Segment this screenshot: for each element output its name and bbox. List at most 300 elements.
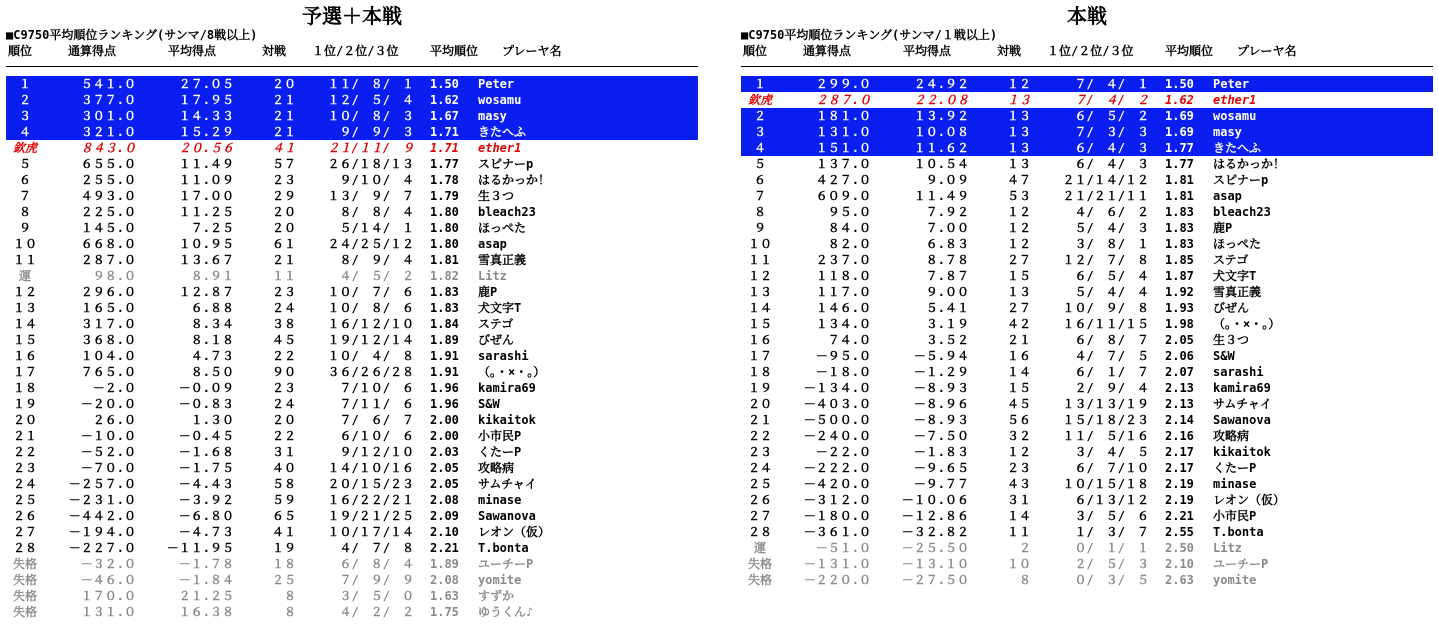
- cell-average-rank: 1.92: [1165, 285, 1194, 299]
- cell-placements: １０/１７/１４: [327, 525, 414, 539]
- cell-rank: ２２: [12, 445, 37, 459]
- table-row: [6, 316, 698, 332]
- cell-total-score: １３１.０: [815, 125, 871, 139]
- table-row: [6, 572, 698, 588]
- cell-total-score: ３６８.０: [80, 333, 136, 347]
- cell-total-score: １８１.０: [815, 109, 871, 123]
- cell-average-rank: 1.62: [1165, 93, 1194, 107]
- cell-average-rank: 2.00: [430, 429, 459, 443]
- cell-player-name: 雪真正義: [1213, 285, 1262, 299]
- cell-games: ３１: [1006, 493, 1031, 507]
- cell-average-score: １７.００: [178, 189, 234, 203]
- cell-rank: ２: [753, 109, 766, 123]
- cell-average-rank: 2.17: [1165, 461, 1194, 475]
- cell-total-score: －４４２.０: [68, 509, 136, 523]
- cell-average-score: －１.８４: [178, 573, 234, 587]
- cell-placements: ３/ ４/ ５: [1062, 445, 1149, 459]
- cell-average-score: １１.４９: [178, 157, 234, 171]
- cell-average-score: １４.３３: [178, 109, 234, 123]
- cell-rank: １３: [12, 301, 37, 315]
- table-row: [741, 572, 1433, 588]
- cell-average-score: ７.８７: [925, 269, 969, 283]
- cell-average-score: １７.９５: [178, 93, 234, 107]
- cell-average-score: －１.２９: [913, 365, 969, 379]
- cell-total-score: －４６.０: [80, 573, 136, 587]
- cell-total-score: －３１２.０: [803, 493, 871, 507]
- table-header: [6, 43, 698, 59]
- cell-total-score: －５００.０: [803, 413, 871, 427]
- cell-player-name: サムチャイ: [478, 477, 537, 491]
- cell-total-score: －２.０: [92, 381, 136, 395]
- cell-rank: 欽虎: [747, 93, 772, 107]
- header-total: 通算得点: [68, 44, 117, 58]
- cell-total-score: ２３７.０: [815, 253, 871, 267]
- header-places: １位/２位/３位: [312, 44, 399, 58]
- cell-average-rank: 2.17: [1165, 445, 1194, 459]
- cell-placements: ６/ ５/ ２: [1062, 109, 1149, 123]
- cell-average-rank: 1.67: [430, 109, 459, 123]
- cell-games: ９０: [271, 365, 296, 379]
- cell-player-name: kikaitok: [1213, 445, 1271, 459]
- cell-player-name: wosamu: [478, 93, 522, 107]
- cell-rank: ２１: [747, 413, 772, 427]
- header-total: 通算得点: [803, 44, 852, 58]
- cell-games: ２４: [271, 301, 296, 315]
- cell-rank: ２６: [12, 509, 37, 523]
- table-row: [6, 476, 698, 492]
- cell-rank: ５: [18, 157, 31, 171]
- cell-player-name: masy: [1213, 125, 1242, 139]
- cell-average-score: １０.０８: [913, 125, 969, 139]
- cell-average-score: １３.６７: [178, 253, 234, 267]
- cell-average-rank: 1.96: [430, 381, 459, 395]
- cell-total-score: １７０.０: [80, 589, 136, 603]
- table-row: [6, 604, 698, 620]
- cell-average-rank: 2.19: [1165, 493, 1194, 507]
- cell-games: １２: [1006, 205, 1031, 219]
- cell-rank: ９: [18, 221, 31, 235]
- cell-player-name: 犬文字T: [1213, 269, 1257, 283]
- table-row: [6, 92, 698, 108]
- cell-average-score: －８.９６: [913, 397, 969, 411]
- cell-total-score: ２６.０: [92, 413, 136, 427]
- header-avg-rank: 平均順位: [1165, 44, 1214, 58]
- cell-total-score: －３２.０: [80, 557, 136, 571]
- cell-games: １３: [1006, 93, 1031, 107]
- cell-total-score: ４９３.０: [80, 189, 136, 203]
- cell-average-score: ７.００: [925, 221, 969, 235]
- cell-average-score: １５.２９: [178, 125, 234, 139]
- cell-player-name: 小市民P: [1213, 509, 1257, 523]
- cell-average-score: ４.７３: [190, 349, 234, 363]
- cell-total-score: －１３１.０: [803, 557, 871, 571]
- table-row: [6, 140, 698, 156]
- cell-placements: ６/ ４/ ３: [1062, 157, 1149, 171]
- cell-placements: １６/１１/１５: [1062, 317, 1149, 331]
- cell-rank: １: [18, 77, 31, 91]
- cell-player-name: sarashi: [478, 349, 529, 363]
- cell-average-rank: 1.79: [430, 189, 459, 203]
- cell-player-name: kikaitok: [478, 413, 536, 427]
- table-row: [741, 124, 1433, 140]
- cell-games: ２０: [271, 205, 296, 219]
- cell-player-name: くたーP: [478, 445, 522, 459]
- cell-total-score: －２２２.０: [803, 461, 871, 475]
- cell-rank: ６: [753, 173, 766, 187]
- table-row: [741, 268, 1433, 284]
- cell-placements: ４/ ７/ ５: [1062, 349, 1149, 363]
- cell-total-score: ３７７.０: [80, 93, 136, 107]
- cell-rank: １７: [12, 365, 37, 379]
- ranking-rows: [6, 76, 698, 620]
- table-row: [6, 332, 698, 348]
- table-row: [741, 300, 1433, 316]
- cell-average-rank: 1.81: [1165, 173, 1194, 187]
- cell-average-score: ７.９２: [925, 205, 969, 219]
- cell-rank: 失格: [747, 557, 772, 571]
- table-row: [741, 76, 1433, 92]
- cell-rank: ８: [753, 205, 766, 219]
- cell-placements: ５/ ４/ ３: [1062, 221, 1149, 235]
- cell-average-rank: 1.87: [1165, 269, 1194, 283]
- cell-player-name: minase: [478, 493, 522, 507]
- table-row: [6, 444, 698, 460]
- cell-average-rank: 1.69: [1165, 109, 1194, 123]
- cell-placements: １６/１２/１０: [327, 317, 414, 331]
- cell-games: ６５: [271, 509, 296, 523]
- cell-player-name: ether1: [478, 141, 522, 155]
- cell-games: ８: [283, 589, 296, 603]
- cell-rank: ４: [753, 141, 766, 155]
- table-row: [6, 252, 698, 268]
- cell-placements: １９/１２/１４: [327, 333, 414, 347]
- cell-average-score: ８.３４: [190, 317, 234, 331]
- cell-games: ２７: [1006, 301, 1031, 315]
- cell-player-name: Sawanova: [478, 509, 536, 523]
- cell-total-score: ７６５.０: [80, 365, 136, 379]
- cell-average-score: ２１.２５: [178, 589, 234, 603]
- cell-games: ２２: [271, 429, 296, 443]
- cell-total-score: １４５.０: [80, 221, 136, 235]
- cell-total-score: ３２１.０: [80, 125, 136, 139]
- cell-average-score: ３.１９: [925, 317, 969, 331]
- cell-rank: 失格: [12, 573, 37, 587]
- cell-average-score: －９.６５: [913, 461, 969, 475]
- cell-rank: ７: [18, 189, 31, 203]
- cell-average-score: １.３０: [190, 413, 234, 427]
- cell-average-score: －０.８３: [178, 397, 234, 411]
- cell-average-rank: 1.82: [430, 269, 459, 283]
- table-row: [741, 188, 1433, 204]
- cell-games: ４５: [271, 333, 296, 347]
- cell-average-rank: 2.21: [1165, 509, 1194, 523]
- cell-player-name: サムチャイ: [1213, 397, 1272, 411]
- cell-placements: ７/ ４/ ２: [1062, 93, 1149, 107]
- cell-rank: ６: [18, 173, 31, 187]
- cell-average-rank: 1.81: [1165, 189, 1194, 203]
- cell-player-name: ステゴ: [478, 317, 514, 331]
- table-row: [6, 108, 698, 124]
- cell-average-rank: 2.13: [1165, 397, 1194, 411]
- cell-total-score: １０４.０: [80, 349, 136, 363]
- table-row: [6, 284, 698, 300]
- cell-player-name: yomite: [1213, 573, 1257, 587]
- cell-average-score: －１.７５: [178, 461, 234, 475]
- cell-games: ２: [1018, 541, 1031, 555]
- cell-rank: ２８: [747, 525, 772, 539]
- header-player: プレーヤ名: [502, 44, 562, 58]
- cell-average-rank: 2.05: [1165, 333, 1194, 347]
- header-player: プレーヤ名: [1237, 44, 1297, 58]
- cell-games: ２０: [271, 77, 296, 91]
- panel-title: 本戦: [1067, 4, 1107, 28]
- cell-player-name: bleach23: [478, 205, 536, 219]
- cell-player-name: 生３つ: [1213, 333, 1250, 347]
- cell-rank: ９: [753, 221, 766, 235]
- cell-rank: ２４: [12, 477, 37, 491]
- cell-rank: ３: [753, 125, 766, 139]
- cell-placements: ９/１０/ ４: [327, 173, 414, 187]
- cell-games: ５６: [1006, 413, 1031, 427]
- cell-rank: ２４: [747, 461, 772, 475]
- cell-placements: １０/ ４/ ８: [327, 349, 414, 363]
- cell-player-name: kamira69: [1213, 381, 1271, 395]
- cell-placements: ６/ ７/１０: [1062, 461, 1149, 475]
- cell-average-rank: 1.83: [1165, 221, 1194, 235]
- cell-total-score: ６５５.０: [80, 157, 136, 171]
- table-row: [6, 348, 698, 364]
- table-row: [741, 412, 1433, 428]
- cell-total-score: ８４.０: [827, 221, 871, 235]
- cell-average-rank: 1.80: [430, 205, 459, 219]
- cell-placements: ３/ ８/ １: [1062, 237, 1149, 251]
- table-row: [6, 204, 698, 220]
- cell-rank: １２: [12, 285, 37, 299]
- cell-average-rank: 1.77: [430, 157, 459, 171]
- table-row: [6, 188, 698, 204]
- cell-games: ２０: [271, 221, 296, 235]
- table-row: [741, 556, 1433, 572]
- table-row: [6, 412, 698, 428]
- cell-average-rank: 2.05: [430, 461, 459, 475]
- table-row: [6, 380, 698, 396]
- cell-average-rank: 1.77: [1165, 157, 1194, 171]
- cell-games: １４: [1006, 509, 1031, 523]
- cell-average-rank: 2.00: [430, 413, 459, 427]
- cell-games: ２３: [1006, 461, 1031, 475]
- cell-player-name: Peter: [1213, 77, 1250, 91]
- cell-average-rank: 2.08: [430, 493, 459, 507]
- cell-games: １２: [1006, 221, 1031, 235]
- cell-games: ６１: [271, 237, 296, 251]
- cell-placements: ２６/１８/１３: [327, 157, 414, 171]
- cell-average-score: －２５.５０: [901, 541, 969, 555]
- header-avg: 平均得点: [903, 44, 952, 58]
- cell-total-score: ９５.０: [827, 205, 871, 219]
- cell-placements: ６/ ５/ ４: [1062, 269, 1149, 283]
- cell-average-rank: 1.98: [1165, 317, 1194, 331]
- cell-games: ４５: [1006, 397, 1031, 411]
- cell-games: ３８: [271, 317, 296, 331]
- cell-total-score: －１９４.０: [68, 525, 136, 539]
- cell-games: １５: [1006, 381, 1031, 395]
- cell-average-score: －４.４３: [178, 477, 234, 491]
- cell-rank: ２５: [747, 477, 772, 491]
- cell-rank: １６: [747, 333, 772, 347]
- cell-average-rank: 2.50: [1165, 541, 1194, 555]
- cell-average-score: ８.５０: [190, 365, 234, 379]
- cell-total-score: －７０.０: [80, 461, 136, 475]
- cell-player-name: スピナーp: [1213, 173, 1269, 187]
- cell-placements: １６/２２/２１: [327, 493, 414, 507]
- table-row: [741, 396, 1433, 412]
- cell-average-rank: 1.50: [430, 77, 459, 91]
- table-row: [6, 396, 698, 412]
- cell-rank: ２２: [747, 429, 772, 443]
- cell-rank: ２５: [12, 493, 37, 507]
- cell-total-score: －２２.０: [815, 445, 871, 459]
- panel-subtitle: ■C9750平均順位ランキング(サンマ/１戦以上): [741, 28, 998, 42]
- cell-total-score: ３０１.０: [80, 109, 136, 123]
- table-row: [741, 524, 1433, 540]
- cell-games: ４２: [1006, 317, 1031, 331]
- cell-rank: １０: [747, 237, 772, 251]
- cell-games: ４１: [271, 141, 296, 155]
- cell-total-score: ２９９.０: [815, 77, 871, 91]
- panel-subtitle: ■C9750平均順位ランキング(サンマ/8戦以上): [6, 28, 258, 42]
- table-row: [6, 236, 698, 252]
- cell-player-name: はるかっか！: [1213, 157, 1286, 171]
- cell-placements: ３/ ５/ ６: [1062, 509, 1149, 523]
- cell-total-score: ２２５.０: [80, 205, 136, 219]
- cell-average-score: ５.４１: [925, 301, 969, 315]
- cell-average-score: －２７.５０: [901, 573, 969, 587]
- cell-games: １３: [1006, 141, 1031, 155]
- cell-rank: ２３: [12, 461, 37, 475]
- cell-games: ５７: [271, 157, 296, 171]
- table-row: [741, 332, 1433, 348]
- cell-games: ２３: [271, 381, 296, 395]
- cell-placements: ９/１２/１０: [327, 445, 414, 459]
- table-row: [6, 220, 698, 236]
- cell-average-score: ２２.０８: [913, 93, 969, 107]
- cell-player-name: Litz: [478, 269, 507, 283]
- cell-placements: ２１/２１/１１: [1062, 189, 1149, 203]
- table-row: [741, 508, 1433, 524]
- header-rank: 順位: [743, 44, 768, 58]
- cell-games: １４: [1006, 365, 1031, 379]
- cell-player-name: びぜん: [1213, 301, 1250, 315]
- cell-average-rank: 2.07: [1165, 365, 1194, 379]
- cell-total-score: １３１.０: [80, 605, 136, 619]
- cell-placements: ２４/２５/１２: [327, 237, 414, 251]
- cell-total-score: １３４.０: [815, 317, 871, 331]
- cell-average-score: ２０.５６: [178, 141, 234, 155]
- cell-placements: １２/ ５/ ４: [327, 93, 414, 107]
- cell-average-rank: 1.83: [1165, 205, 1194, 219]
- cell-placements: ２/ ９/ ４: [1062, 381, 1149, 395]
- table-row: [741, 220, 1433, 236]
- cell-average-rank: 1.83: [430, 285, 459, 299]
- cell-player-name: ほっぺた: [1213, 237, 1262, 251]
- cell-rank: １６: [12, 349, 37, 363]
- cell-average-rank: 2.63: [1165, 573, 1194, 587]
- cell-total-score: －４０３.０: [803, 397, 871, 411]
- cell-placements: ５/ ４/ ４: [1062, 285, 1149, 299]
- cell-average-rank: 1.75: [430, 605, 459, 619]
- cell-average-rank: 2.21: [430, 541, 459, 555]
- cell-rank: １: [753, 77, 766, 91]
- cell-player-name: ゆうくん♪: [478, 605, 534, 619]
- cell-rank: １２: [747, 269, 772, 283]
- cell-total-score: １５１.０: [815, 141, 871, 155]
- cell-total-score: －３６１.０: [803, 525, 871, 539]
- cell-rank: １５: [747, 317, 772, 331]
- cell-rank: １７: [747, 349, 772, 363]
- cell-games: ２２: [271, 349, 296, 363]
- cell-placements: １９/２１/２５: [327, 509, 414, 523]
- cell-average-rank: 1.50: [1165, 77, 1194, 91]
- cell-player-name: asap: [1213, 189, 1242, 203]
- cell-placements: ４/ ５/ ２: [327, 269, 414, 283]
- cell-rank: 運: [18, 269, 31, 283]
- cell-rank: 失格: [12, 557, 37, 571]
- cell-player-name: T.bonta: [1213, 525, 1264, 539]
- cell-player-name: wosamu: [1213, 109, 1257, 123]
- header-divider: [741, 66, 1433, 67]
- cell-player-name: masy: [478, 109, 507, 123]
- cell-games: ８: [1018, 573, 1031, 587]
- cell-rank: １０: [12, 237, 37, 251]
- cell-average-score: －０.０９: [178, 381, 234, 395]
- cell-placements: ８/ ９/ ４: [327, 253, 414, 267]
- cell-average-score: ２７.０５: [178, 77, 234, 91]
- cell-player-name: きたへふ: [1213, 141, 1262, 155]
- cell-placements: １１/ ８/ １: [327, 77, 414, 91]
- table-row: [741, 348, 1433, 364]
- cell-average-score: １３.９２: [913, 109, 969, 123]
- cell-total-score: ９８.０: [92, 269, 136, 283]
- cell-average-rank: 2.19: [1165, 477, 1194, 491]
- cell-total-score: －２０.０: [80, 397, 136, 411]
- cell-average-rank: 2.10: [430, 525, 459, 539]
- cell-rank: ５: [753, 157, 766, 171]
- table-row: [6, 556, 698, 572]
- cell-placements: ２１/１１/ ９: [327, 141, 414, 155]
- cell-average-score: ３.５２: [925, 333, 969, 347]
- cell-player-name: minase: [1213, 477, 1257, 491]
- table-row: [741, 204, 1433, 220]
- cell-placements: ３６/２６/２８: [327, 365, 414, 379]
- cell-rank: １９: [12, 397, 37, 411]
- cell-placements: ４/ ６/ ２: [1062, 205, 1149, 219]
- cell-placements: １４/１０/１６: [327, 461, 414, 475]
- cell-average-rank: 1.71: [430, 141, 459, 155]
- cell-player-name: レオン（仮）: [1213, 493, 1286, 507]
- cell-rank: ７: [753, 189, 766, 203]
- cell-placements: ０/ １/ １: [1062, 541, 1149, 555]
- table-row: [6, 364, 698, 380]
- cell-games: ５９: [271, 493, 296, 507]
- cell-games: １３: [1006, 125, 1031, 139]
- cell-rank: ２６: [747, 493, 772, 507]
- cell-placements: １０/ ７/ ６: [327, 285, 414, 299]
- header-games: 対戦: [997, 44, 1022, 58]
- cell-average-score: ８.１８: [190, 333, 234, 347]
- cell-placements: ２１/１４/１２: [1062, 173, 1149, 187]
- ranking-rows: [741, 76, 1433, 588]
- cell-average-score: ８.９１: [190, 269, 234, 283]
